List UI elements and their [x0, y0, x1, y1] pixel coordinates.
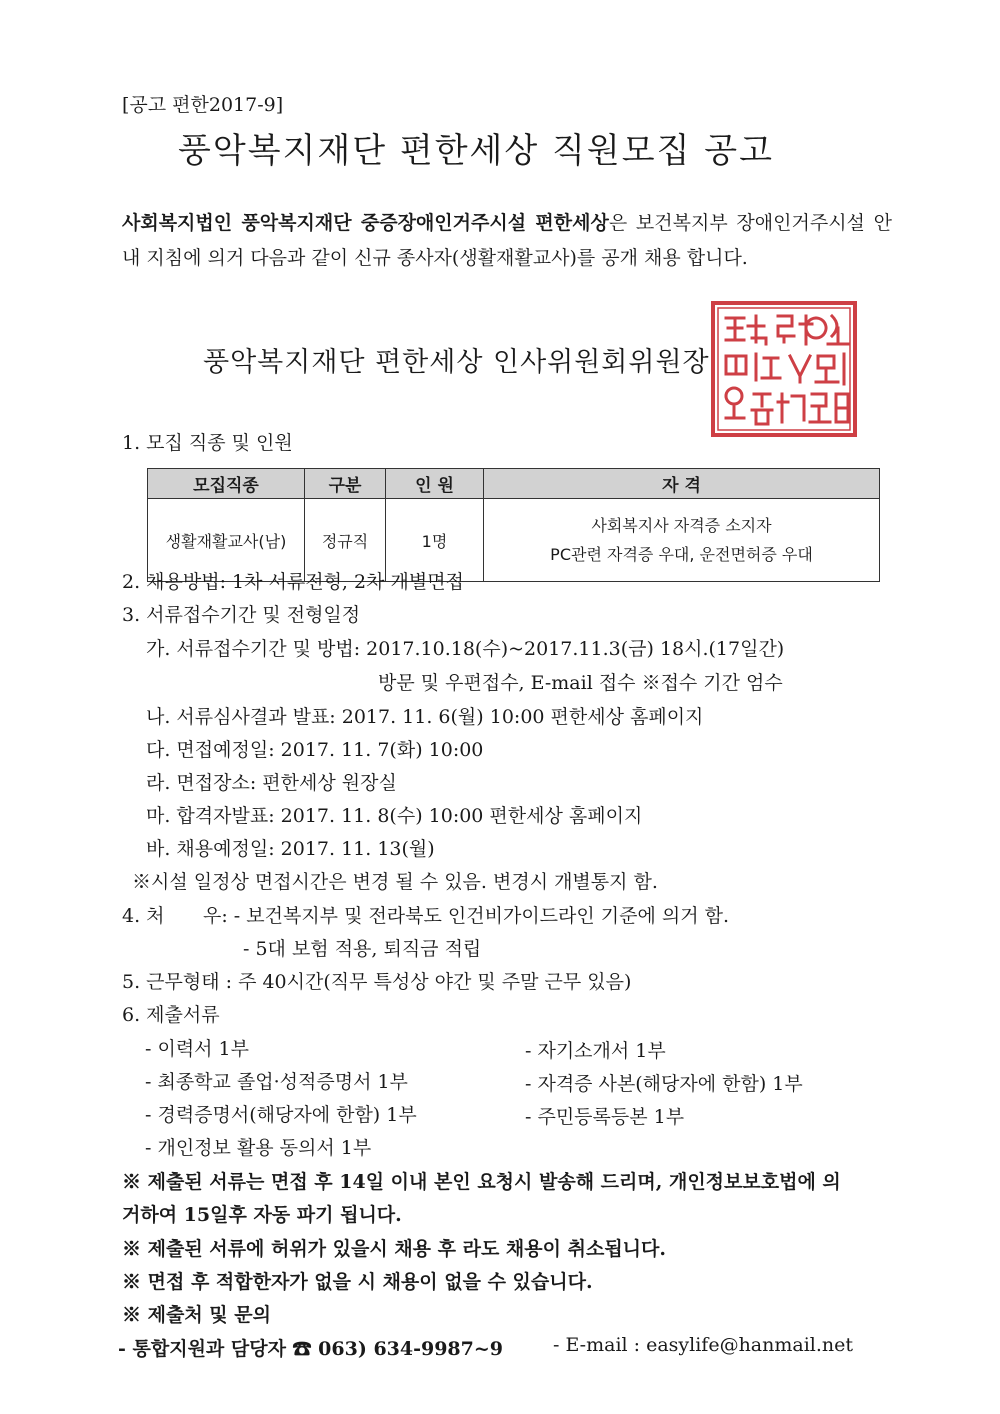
- col-count: 인 원: [386, 469, 484, 499]
- note-return-2: 거하여 15일후 자동 파기 됩니다.: [122, 1204, 402, 1226]
- cell-job: 생활재활교사(남): [148, 499, 305, 582]
- page-title: 풍악복지재단 편한세상 직원모집 공고: [178, 131, 774, 171]
- section5-worktype: 5. 근무형태 : 주 40시간(직무 특성상 야간 및 주말 근무 있음): [122, 971, 632, 993]
- schedule-note: ※시설 일정상 면접시간은 변경 될 수 있음. 변경시 개별통지 함.: [132, 871, 658, 893]
- note-contact-heading: ※ 제출처 및 문의: [122, 1304, 271, 1326]
- note-return-1: ※ 제출된 서류는 면접 후 14일 이내 본인 요청시 발송해 드리며, 개인정보보호법에 의: [122, 1171, 841, 1193]
- doc-item: - 자기소개서 1부: [525, 1040, 666, 1062]
- col-job: 모집직종: [148, 469, 305, 499]
- job-table: [147, 468, 880, 582]
- table-header-row: [148, 469, 880, 499]
- cell-count: 1명: [386, 499, 484, 582]
- cell-type: 정규직: [305, 499, 386, 582]
- col-qualification: 자 격: [484, 469, 880, 499]
- section2-method: 2. 채용방법: 1차 서류전형, 2차 개별면접: [122, 571, 464, 593]
- intro-text: 은 보건복지부 장애인거주시설 안내 지침에 의거 다음과 같이 신규 종사자(생활재활교사)를 공개 채용 합니다.: [122, 212, 892, 269]
- schedule-ga: 가. 서류접수기간 및 방법: 2017.10.18(수)~2017.11.3(금) 18시.(17일간): [146, 638, 785, 660]
- section3-heading: 3. 서류접수기간 및 전형일정: [122, 604, 361, 626]
- section6-heading: 6. 제출서류: [122, 1004, 220, 1026]
- col-type: 구분: [305, 469, 386, 499]
- section4-label: 4. 처: [122, 905, 165, 927]
- schedule-na: 나. 서류심사결과 발표: 2017. 11. 6(월) 10:00 편한세상 홈페이지: [146, 706, 704, 728]
- note-no-hire: ※ 면접 후 적합한자가 없을 시 채용이 없을 수 있습니다.: [122, 1271, 593, 1293]
- doc-item: - 최종학교 졸업·성적증명서 1부: [145, 1071, 408, 1093]
- schedule-ga-cont: 방문 및 우편접수, E-mail 접수 ※접수 기간 엄수: [378, 672, 783, 694]
- note-false-info: ※ 제출된 서류에 허위가 있을시 채용 후 라도 채용이 취소됩니다.: [122, 1238, 666, 1260]
- intro-org-name: 사회복지법인 풍악복지재단 중증장애인거주시설 편한세상: [122, 212, 609, 234]
- intro-paragraph: [122, 206, 892, 276]
- qualification-2: PC관련 자격증 우대, 운전면허증 우대: [550, 545, 813, 564]
- contact-phone: - 통합지원과 담당자 ☎ 063) 634-9987~9: [118, 1338, 504, 1360]
- official-seal-stamp: [708, 298, 860, 440]
- schedule-da: 다. 면접예정일: 2017. 11. 7(화) 10:00: [146, 739, 484, 761]
- contact-email: - E-mail : easylife@hanmail.net: [553, 1334, 854, 1356]
- doc-item: - 경력증명서(해당자에 한함) 1부: [145, 1104, 417, 1126]
- schedule-ba: 바. 채용예정일: 2017. 11. 13(월): [146, 838, 435, 860]
- schedule-ra: 라. 면접장소: 편한세상 원장실: [146, 772, 397, 794]
- committee-chair: 풍악복지재단 편한세상 인사위원회위원장: [203, 347, 710, 378]
- schedule-ma: 마. 합격자발표: 2017. 11. 8(수) 10:00 편한세상 홈페이지: [146, 805, 643, 827]
- section4-line2: - 5대 보험 적용, 퇴직금 적립: [243, 938, 482, 960]
- section1-heading: 1. 모집 직종 및 인원: [122, 432, 293, 454]
- section4-line1: 우: - 보건복지부 및 전라북도 인건비가이드라인 기준에 의거 함.: [203, 905, 730, 927]
- doc-item: - 자격증 사본(해당자에 한함) 1부: [525, 1073, 803, 1095]
- cell-qualification: [484, 499, 880, 582]
- doc-item: - 주민등록등본 1부: [525, 1106, 685, 1128]
- doc-item: - 개인정보 활용 동의서 1부: [145, 1137, 372, 1159]
- notice-number: [공고 편한2017-9]: [122, 94, 284, 116]
- qualification-1: 사회복지사 자격증 소지자: [591, 516, 772, 535]
- doc-item: - 이력서 1부: [145, 1038, 250, 1060]
